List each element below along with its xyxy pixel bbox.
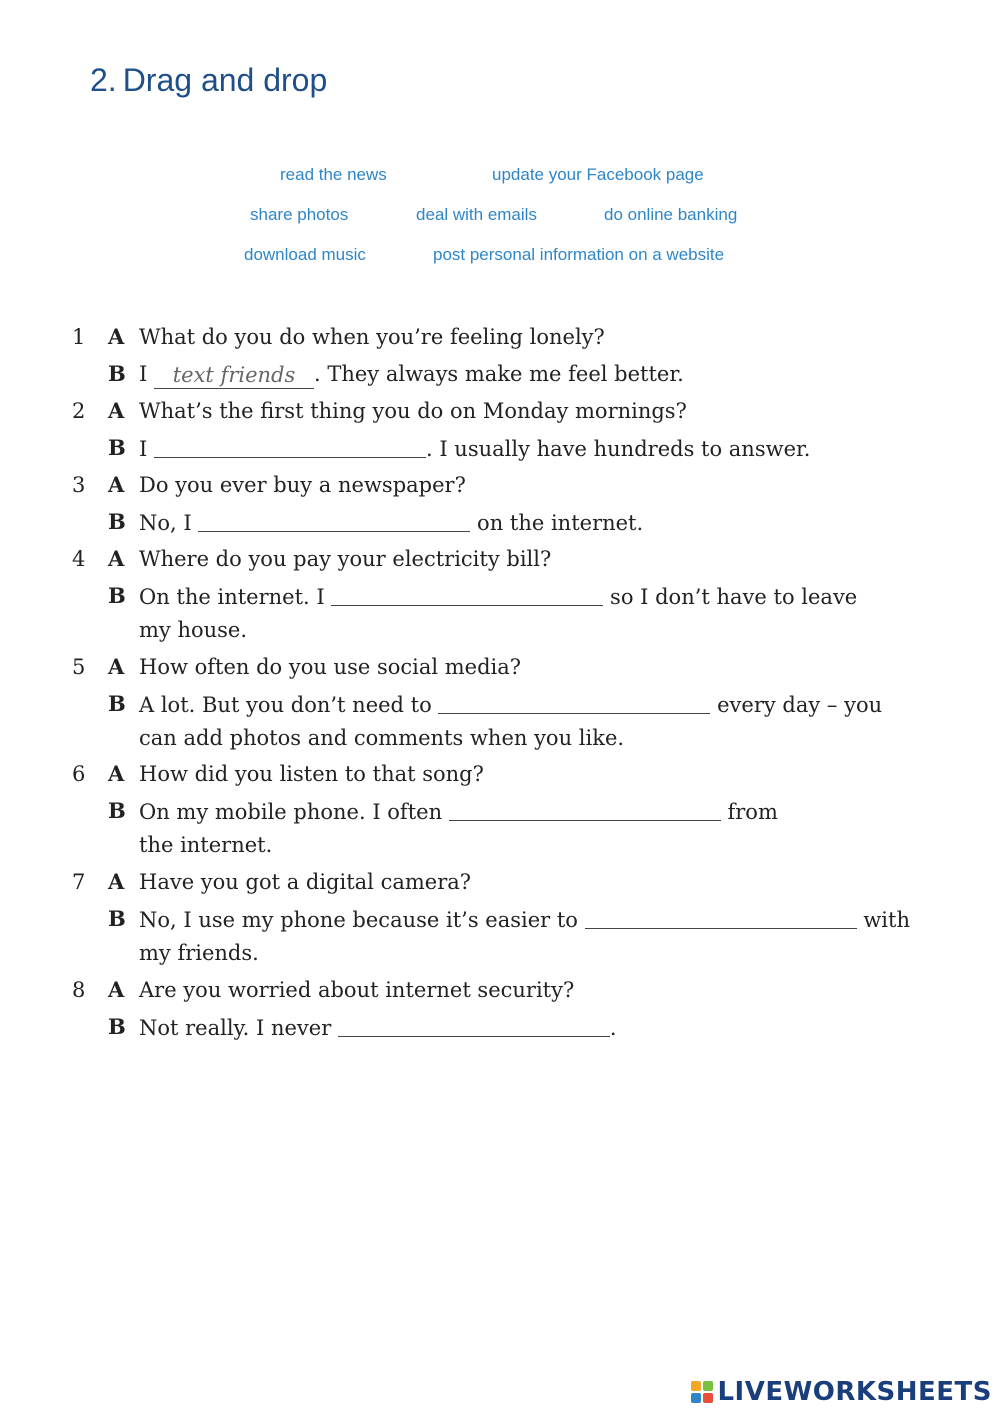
item-number: 3 — [72, 473, 86, 497]
answer-before: No, I use my phone because it’s easier to — [139, 908, 578, 932]
answer-cont-text: my house. — [139, 618, 248, 642]
exercise-title-text: Drag and drop — [122, 62, 328, 98]
speaker-a: A — [108, 398, 125, 423]
logo-square — [703, 1393, 713, 1403]
word-chip-post-personal-info[interactable]: post personal information on a website — [433, 245, 725, 264]
drop-blank-8[interactable] — [338, 1016, 610, 1037]
question-text: Are you worried about internet security? — [139, 978, 575, 1002]
word-chip-share-photos[interactable]: share photos — [250, 205, 349, 224]
answer-before: Not really. I never — [139, 1016, 332, 1040]
speaker-a: A — [108, 324, 125, 349]
speaker-b: B — [108, 509, 126, 534]
speaker-a: A — [108, 869, 125, 894]
exercise-number: 2. — [90, 62, 117, 98]
speaker-b: B — [108, 1014, 126, 1039]
word-chip-read-the-news[interactable]: read the news — [280, 165, 387, 184]
example-answer: text friends — [154, 362, 314, 389]
answer-cont-text: can add photos and comments when you like. — [139, 726, 625, 750]
answer-before: On the internet. I — [139, 585, 325, 609]
speaker-b: B — [108, 906, 126, 931]
question-text: What’s the first thing you do on Monday mornings? — [139, 399, 687, 423]
word-chip-update-facebook[interactable]: update your Facebook page — [492, 165, 704, 184]
drop-blank-5[interactable] — [438, 693, 710, 714]
answer-after: . — [609, 1016, 617, 1040]
item-number: 6 — [72, 762, 86, 786]
item-number: 4 — [72, 547, 86, 571]
answer-before: I — [139, 437, 148, 461]
drop-blank-4[interactable] — [331, 585, 603, 606]
logo-square — [691, 1393, 701, 1403]
answer-after: . I usually have hundreds to answer. — [425, 437, 811, 461]
answer-after: from — [727, 800, 778, 824]
item-number: 7 — [72, 870, 86, 894]
answer-cont-text: the internet. — [139, 833, 273, 857]
word-chip-online-banking[interactable]: do online banking — [604, 205, 738, 224]
answer-after: every day – you — [717, 693, 883, 717]
item-number: 1 — [72, 325, 86, 349]
answer-after: . They always make me feel better. — [313, 362, 684, 386]
word-chip-download-music[interactable]: download music — [244, 245, 366, 264]
answer-after: on the internet. — [477, 511, 644, 535]
answer-cont-text: my friends. — [139, 941, 259, 965]
question-text: How did you listen to that song? — [139, 762, 484, 786]
exercise-title — [90, 62, 327, 99]
question-text: Have you got a digital camera? — [139, 870, 472, 894]
speaker-a: A — [108, 546, 125, 571]
answer-before: I — [139, 362, 148, 386]
drop-blank-3[interactable] — [198, 511, 470, 532]
item-number: 5 — [72, 655, 86, 679]
speaker-a: A — [108, 654, 125, 679]
drop-blank-7[interactable] — [585, 908, 857, 929]
answer-before: On my mobile phone. I often — [139, 800, 443, 824]
logo-text: LIVEWORKSHEETS — [717, 1377, 992, 1407]
answer-before: No, I — [139, 511, 192, 535]
drop-blank-2[interactable] — [154, 437, 426, 458]
drop-blank-6[interactable] — [449, 800, 721, 821]
word-chip-deal-with-emails[interactable]: deal with emails — [416, 205, 537, 224]
speaker-b: B — [108, 435, 126, 460]
answer-before: A lot. But you don’t need to — [139, 693, 432, 717]
question-text: How often do you use social media? — [139, 655, 522, 679]
answer-after: so I don’t have to leave — [610, 585, 858, 609]
speaker-a: A — [108, 977, 125, 1002]
liveworksheets-logo — [691, 1377, 992, 1407]
answer-after: with — [863, 908, 910, 932]
logo-square — [703, 1381, 713, 1391]
logo-icon — [691, 1381, 713, 1403]
question-text: Where do you pay your electricity bill? — [139, 547, 552, 571]
speaker-b: B — [108, 583, 126, 608]
logo-square — [691, 1381, 701, 1391]
question-text: Do you ever buy a newspaper? — [139, 473, 466, 497]
speaker-b: B — [108, 691, 126, 716]
speaker-b: B — [108, 798, 126, 823]
speaker-a: A — [108, 472, 125, 497]
speaker-b: B — [108, 361, 126, 386]
item-number: 8 — [72, 978, 86, 1002]
speaker-a: A — [108, 761, 125, 786]
item-number: 2 — [72, 399, 86, 423]
question-text: What do you do when you’re feeling lonely? — [139, 325, 605, 349]
